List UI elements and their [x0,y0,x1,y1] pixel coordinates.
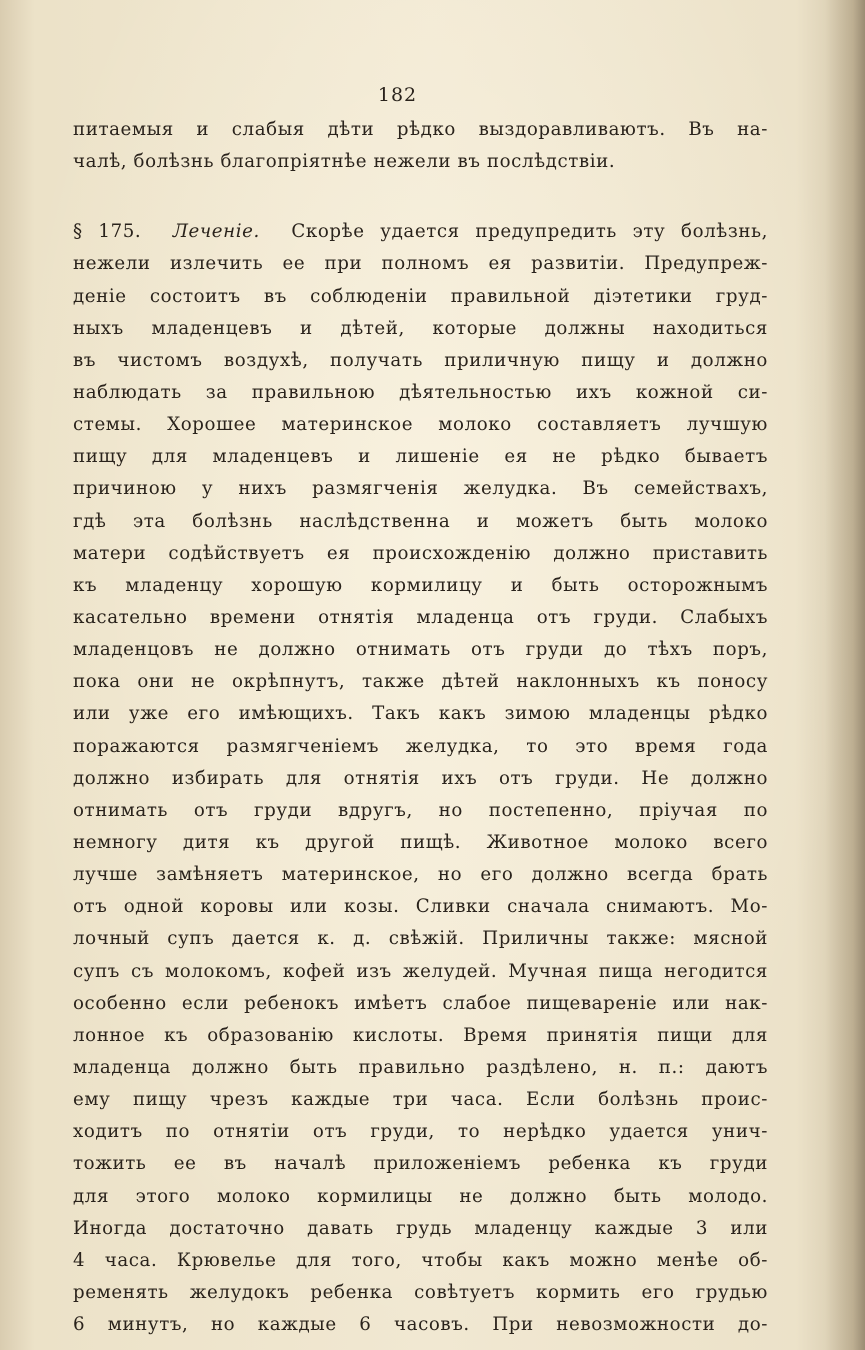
text-line: младенцовъ не должно отнимать отъ груди до тѣхъ поръ, [73,639,768,661]
page-number: 182 [377,84,418,106]
text-line: ему пищу чрезъ каждые три часа. Если болѣзнь проис- [73,1089,768,1111]
text-line: Иногда достаточно давать грудь младенцу каждые 3 или [73,1217,768,1239]
section-number: § 175. [73,221,142,243]
text-line: ременять желудокъ ребенка совѣтуетъ кормить его грудью [73,1281,768,1303]
text-line: 6 минутъ, но каждые 6 часовъ. При невозможности до- [73,1314,768,1336]
text-line: касательно времени отнятія младенца отъ груди. Слабыхъ [73,606,768,628]
text-line: гдѣ эта болѣзнь наслѣдственна и можетъ быть молоко [73,510,768,532]
text-line: причиною у нихъ размягченія желудка. Въ семействахъ, [73,478,768,500]
text-line: лонное къ образованію кислоты. Время принятія пищи для [73,1024,768,1046]
text-line: ходитъ по отнятіи отъ груди, то нерѣдко удается унич- [73,1121,768,1143]
text-line: матери содѣйствуетъ ея происхожденію должно приставить [73,542,768,564]
text-line: 4 часа. Крювелье для того, чтобы какъ можно менѣе об- [73,1249,768,1271]
text-line: отъ одной коровы или козы. Сливки сначала снимаютъ. Мо- [73,896,768,918]
text-line: въ чистомъ воздухѣ, получать приличную пищу и должно [73,349,768,371]
text-line: поражаются размягченіемъ желудка, то это время года [73,735,768,757]
text-line: деніе состоитъ въ соблюденіи правильной діэтетики груд- [73,285,768,307]
text-line: нежели излечить ее при полномъ ея развитіи. Предупреж- [73,253,768,275]
body-text [73,114,768,1341]
section-heading: Леченіе. [172,221,260,243]
page-edge-shadow [825,0,865,1350]
text-line: наблюдать за правильною дѣятельностью ихъ кожной си- [73,381,768,403]
text-line: супъ съ молокомъ, кофей изъ желудей. Мучная пища негодится [73,960,768,982]
text-line: лочный супъ дается к. д. свѣжій. Приличны также: мясной [73,928,768,950]
text-line: стемы. Хорошее материнское молоко составляетъ лучшую [73,414,768,436]
text-line: къ младенцу хорошую кормилицу и быть осторожнымъ [73,574,768,596]
text-line: лучше замѣняетъ материнское, но его должно всегда брать [73,864,768,886]
text-line: младенца должно быть правильно раздѣлено, н. п.: даютъ [73,1056,768,1078]
text-line: для этого молоко кормилицы не должно быть молодо. [73,1185,768,1207]
section-first-line [73,216,768,248]
text-line: или уже его имѣющихъ. Такъ какъ зимою младенцы рѣдко [73,703,768,725]
text-line: питаемыя и слабыя дѣти рѣдко выздоравливаютъ. Въ на- [73,119,768,140]
text-line: особенно если ребенокъ имѣетъ слабое пищевареніе или нак- [73,992,768,1014]
text-line: пока они не окрѣпнутъ, также дѣтей наклонныхъ къ поносу [73,671,768,693]
section-first-line-text: Скорѣе удается предупредить эту болѣзнь, [291,221,768,243]
text-line: тожить ее въ началѣ приложеніемъ ребенка къ груди [73,1153,768,1175]
text-line: ныхъ младенцевъ и дѣтей, которые должны находиться [73,317,768,339]
text-line: пищу для младенцевъ и лишеніе ея не рѣдко бываетъ [73,446,768,468]
text-line: должно избирать для отнятія ихъ отъ груди. Не должно [73,767,768,789]
paragraph-gap [73,178,768,216]
text-line: немногу дитя къ другой пищѣ. Животное молоко всего [73,831,768,853]
text-line: чалѣ, болѣзнь благопріятнѣе нежели въ послѣдствіи. [73,151,616,173]
text-line: отнимать отъ груди вдругъ, но постепенно, пріучая по [73,799,768,821]
